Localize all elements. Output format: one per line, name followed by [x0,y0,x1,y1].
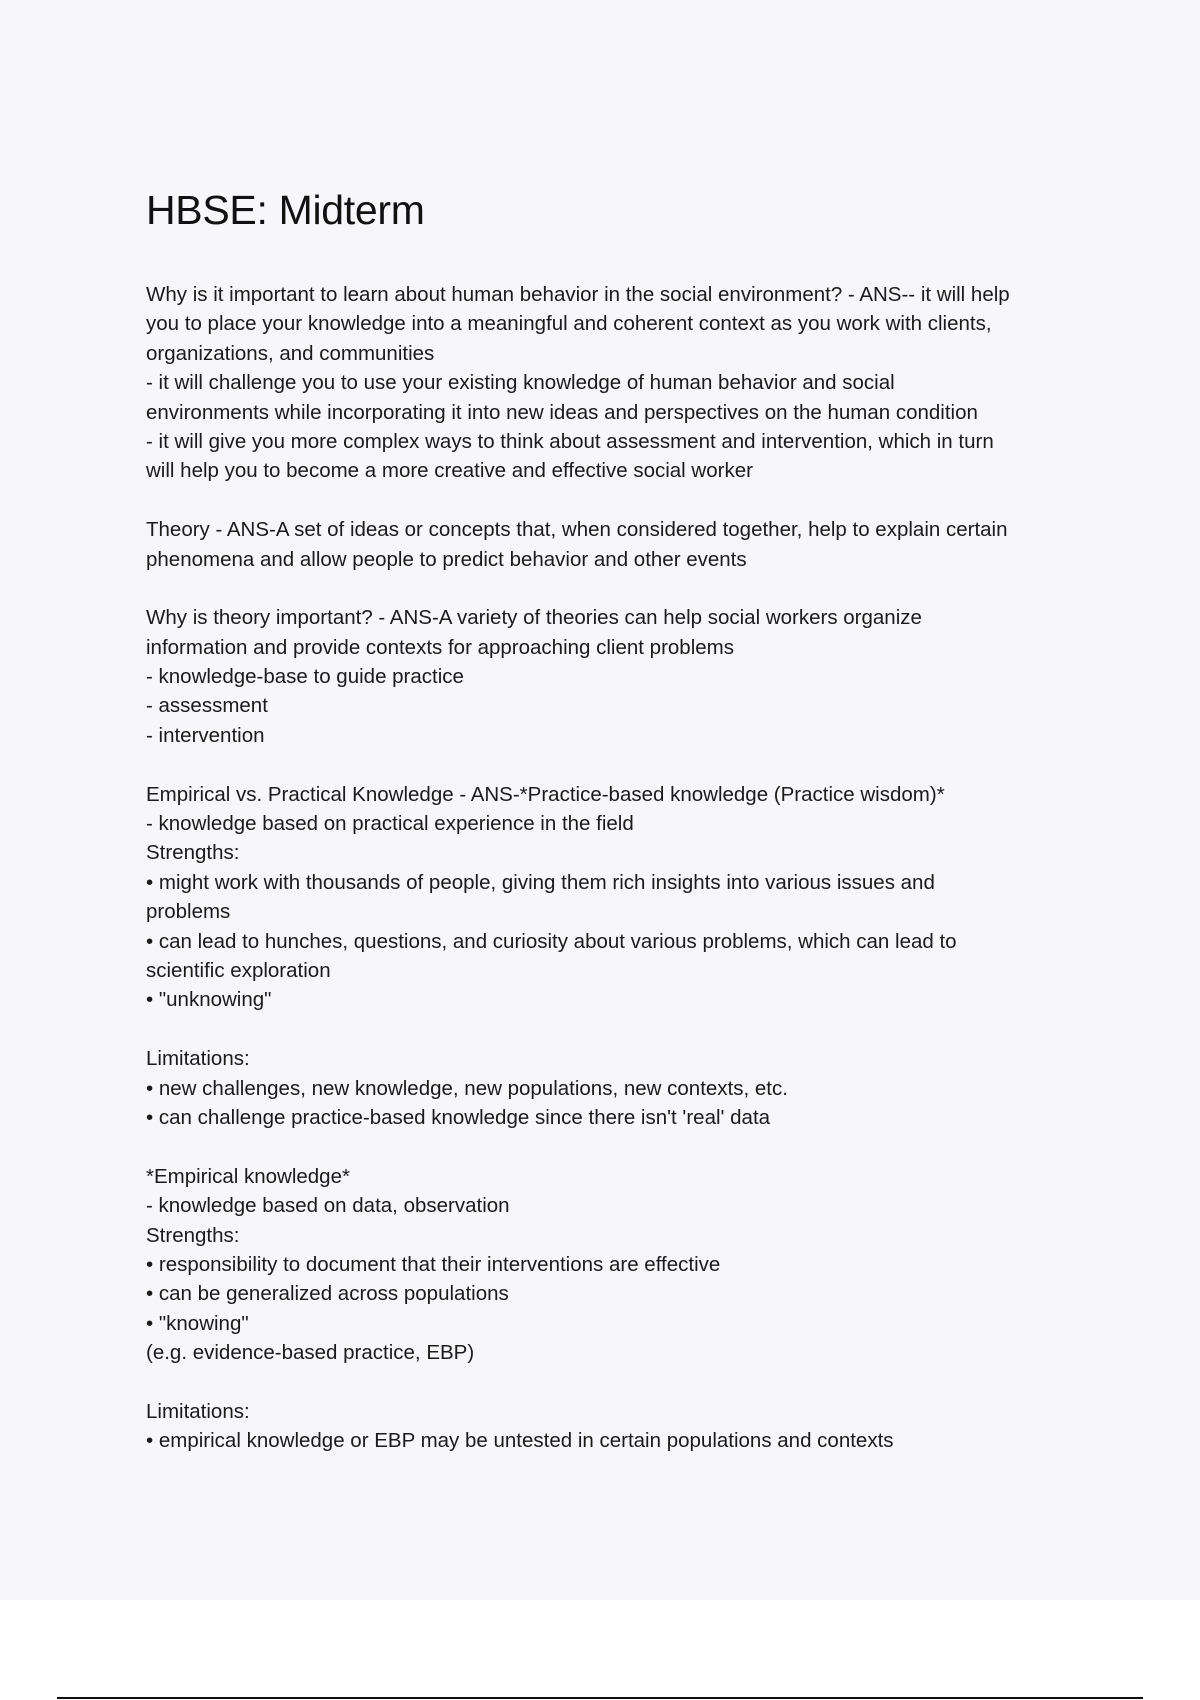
document-title: HBSE: Midterm [146,187,425,233]
text-line: *Empirical knowledge* [146,1164,350,1188]
text-line: organizations, and communities [146,341,435,365]
text-line: • responsibility to document that their interventions are effective [146,1252,721,1276]
text-line: information and provide contexts for approaching client problems [146,635,734,659]
text-line: Empirical vs. Practical Knowledge - ANS-*Practice-based knowledge (Practice wisdom)* [146,782,945,806]
text-line: • might work with thousands of people, giving them rich insights into various issues and [146,870,935,894]
text-line: (e.g. evidence-based practice, EBP) [146,1341,475,1365]
blank-line [146,1367,1091,1396]
text-line: phenomena and allow people to predict behavior and other events [146,547,747,571]
text-line: problems [146,900,231,924]
text-line: - knowledge based on practical experience in the field [146,812,634,836]
text-line: - intervention [146,723,265,747]
blank-line [146,750,1091,779]
footer-divider [57,1697,1143,1699]
text-line: Strengths: [146,1223,240,1247]
text-line: • can lead to hunches, questions, and curiosity about various problems, which can lead to [146,929,957,953]
document-body [146,280,1091,1456]
text-line: - assessment [146,694,268,718]
text-line: • "knowing" [146,1311,249,1335]
text-line: • can challenge practice-based knowledge since there isn't 'real' data [146,1105,771,1129]
text-line: - it will challenge you to use your existing knowledge of human behavior and social [146,371,895,395]
text-line: - it will give you more complex ways to think about assessment and intervention, which in turn [146,429,994,453]
blank-line [146,1132,1091,1161]
text-line: will help you to become a more creative and effective social worker [146,459,753,483]
text-line: • empirical knowledge or EBP may be untested in certain populations and contexts [146,1429,894,1453]
text-line: scientific exploration [146,958,331,982]
text-line: - knowledge based on data, observation [146,1194,510,1218]
text-line: Theory - ANS-A set of ideas or concepts that, when considered together, help to explain certain [146,518,1008,542]
text-line: • "unknowing" [146,988,272,1012]
text-line: you to place your knowledge into a meaningful and coherent context as you work with clients, [146,312,992,336]
text-line: Limitations: [146,1399,250,1423]
text-line: environments while incorporating it into new ideas and perspectives on the human condition [146,400,978,424]
text-line: • can be generalized across populations [146,1282,509,1306]
text-line: Limitations: [146,1047,250,1071]
blank-line [146,574,1091,603]
text-line: Why is it important to learn about human behavior in the social environment? - ANS-- it will help [146,283,1010,306]
text-line: - knowledge-base to guide practice [146,665,464,689]
blank-line [146,486,1091,515]
text-line: Strengths: [146,841,240,865]
text-line: Why is theory important? - ANS-A variety of theories can help social workers organize [146,606,922,630]
text-line: • new challenges, new knowledge, new populations, new contexts, etc. [146,1076,788,1100]
blank-line [146,1015,1091,1044]
